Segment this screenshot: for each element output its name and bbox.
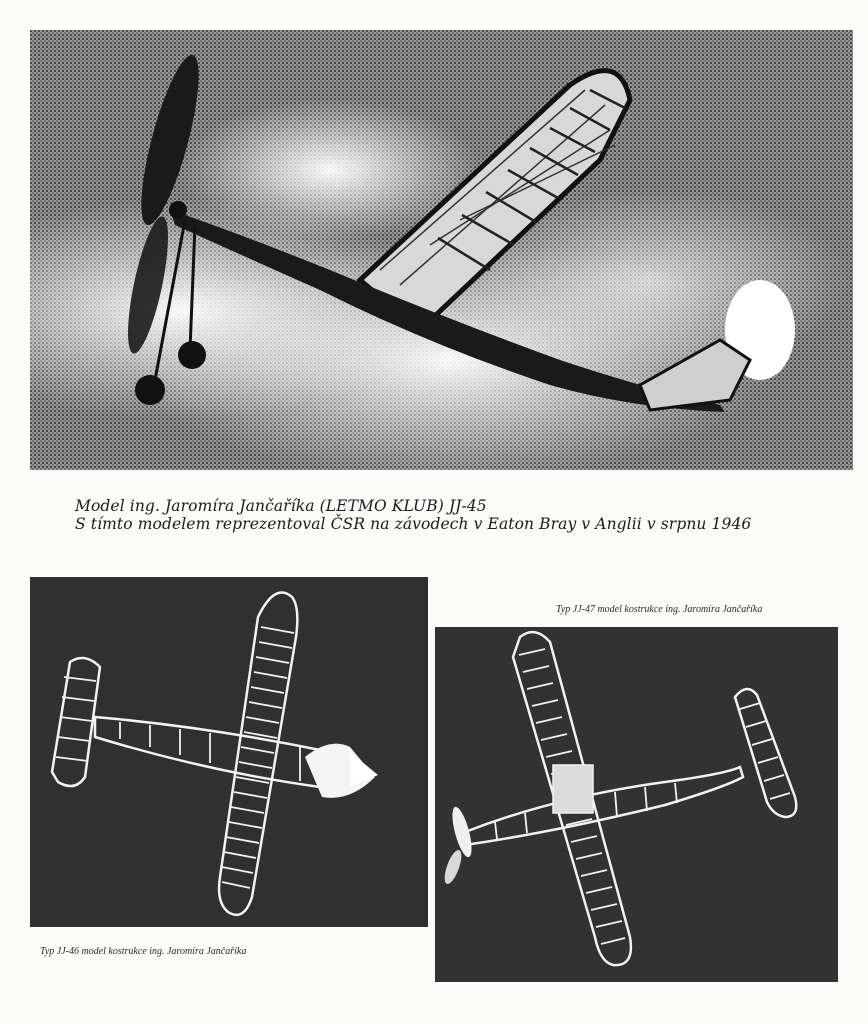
main-caption-line2: S tímto modelem reprezentoval ČSR na závodech v Eaton Bray v Anglii v srpnu 1946 [75,515,752,533]
caption-jj47: Typ JJ-47 model kostrukce ing. Jaromíra Jančaříka [556,604,763,615]
photo-jj46 [30,577,428,927]
photo-jj45 [30,30,853,470]
main-caption [75,497,835,533]
caption-jj46: Typ JJ-46 model kostrukce ing. Jaromíra Jančaříka [40,946,247,957]
main-caption-line1: Model ing. Jaromíra Jančaříka (LETMO KLUB) JJ-45 [75,497,487,515]
photo-jj47 [435,627,838,982]
